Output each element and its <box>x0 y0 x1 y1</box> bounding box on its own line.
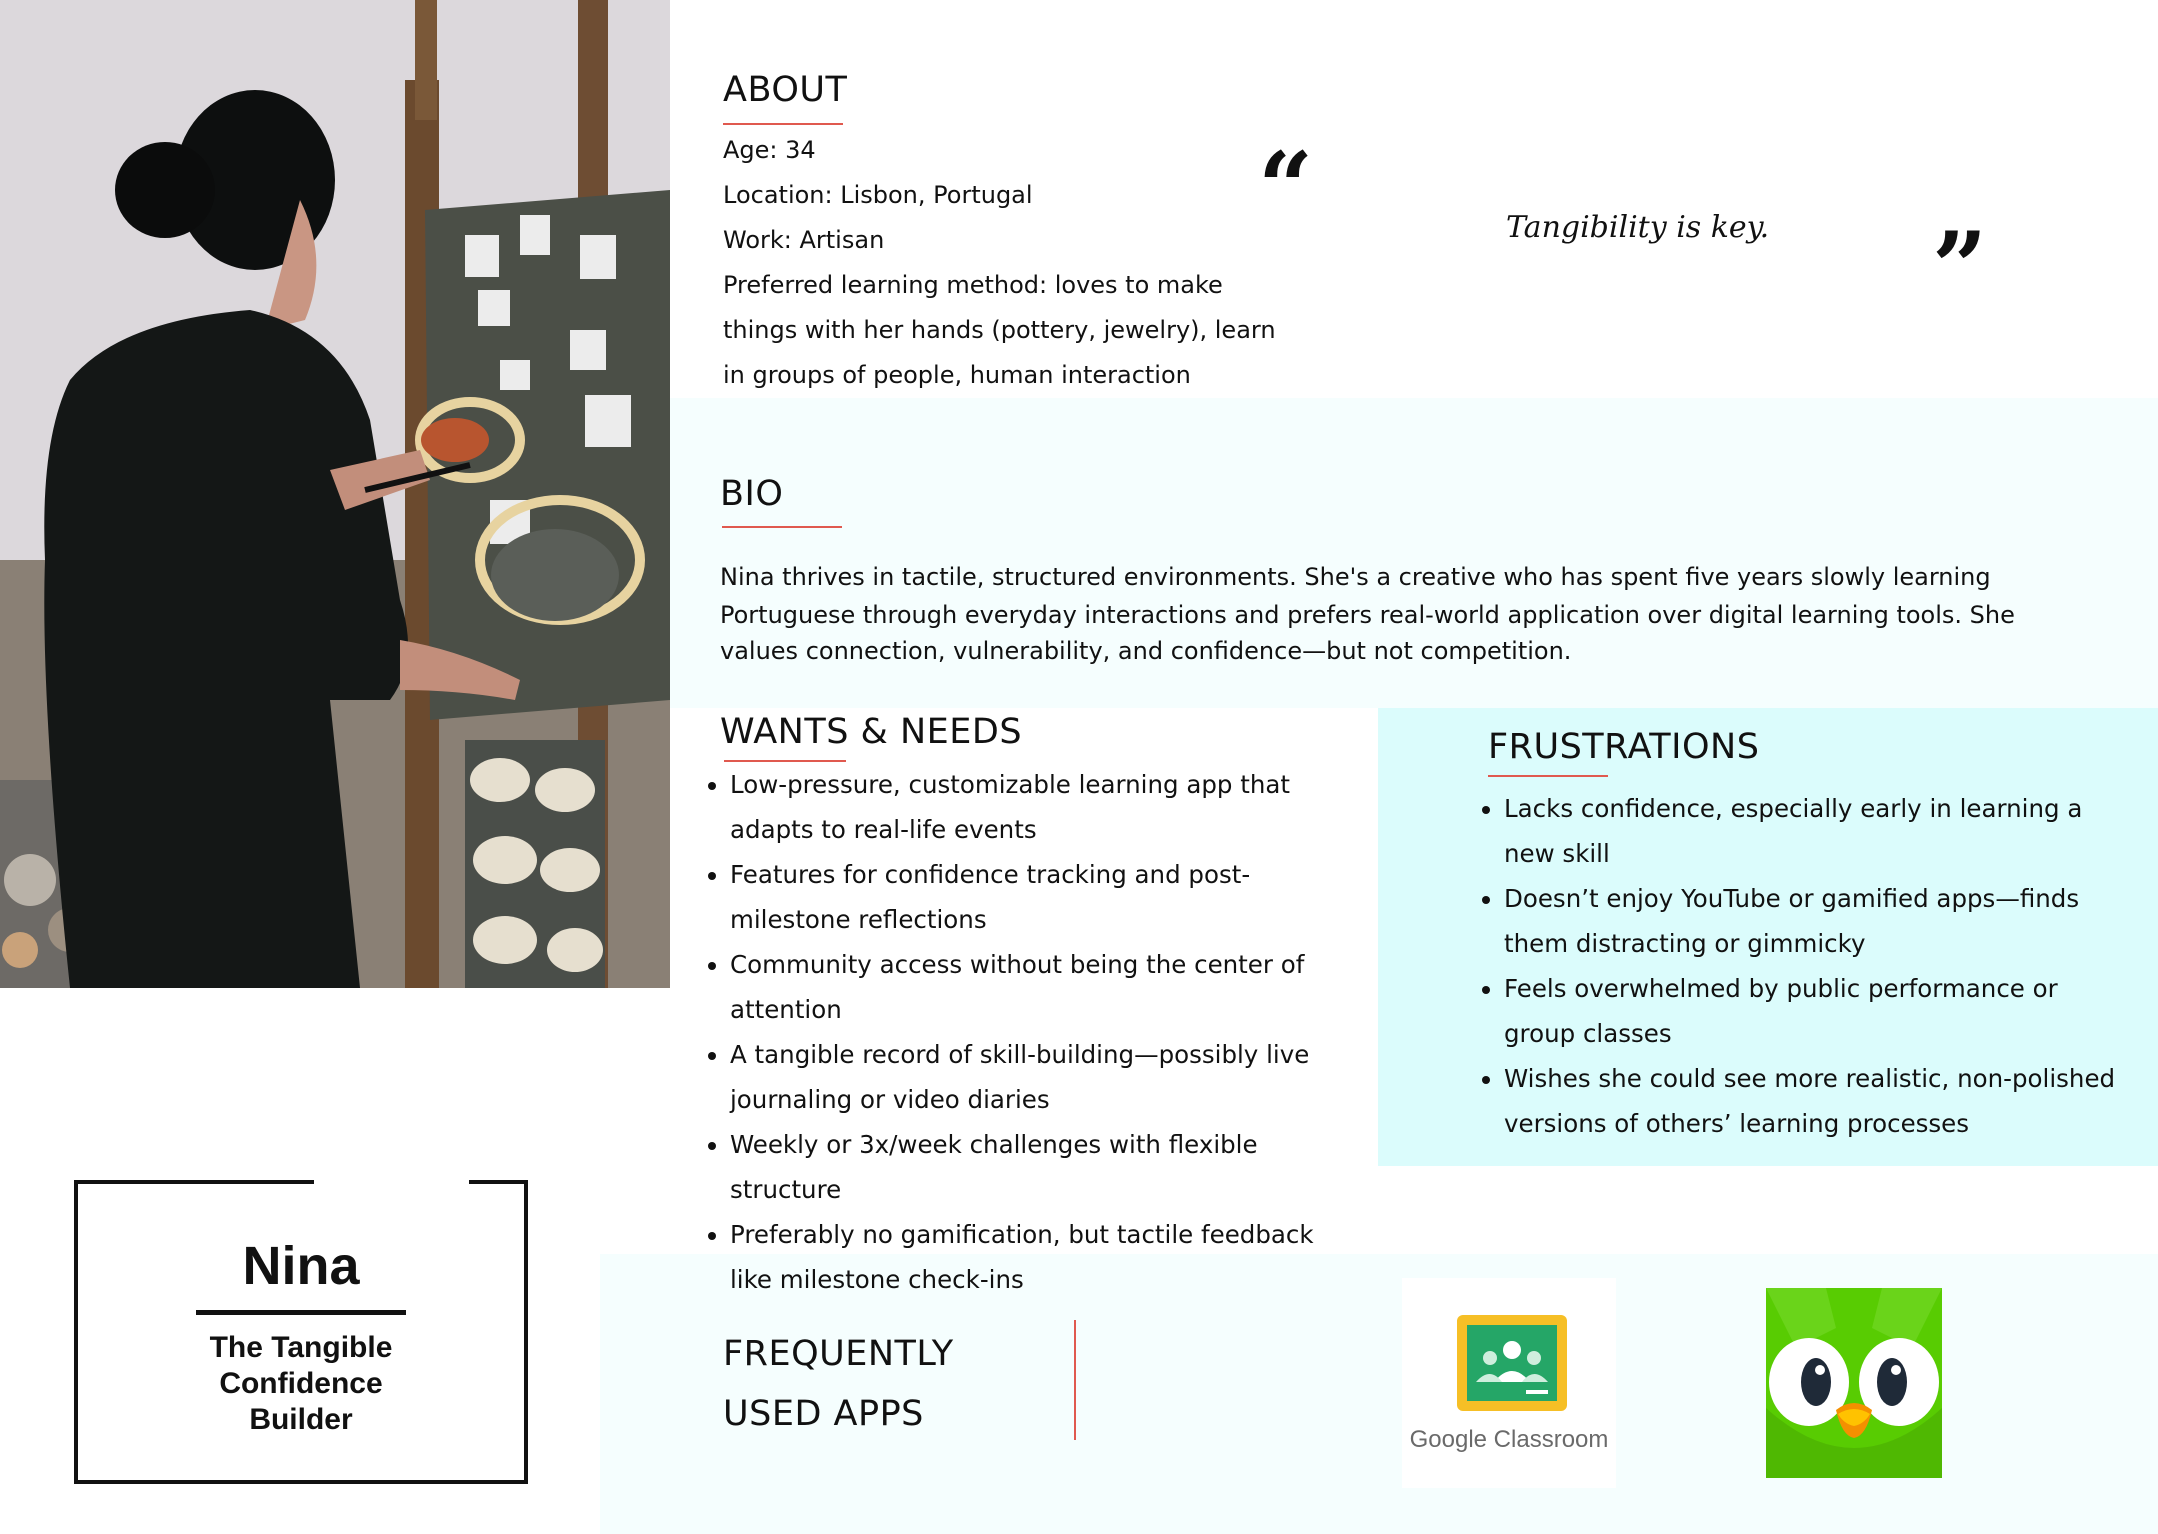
apps-title-line-1: FREQUENTLY <box>723 1334 954 1374</box>
wants-title: WANTS & NEEDS <box>720 712 1023 752</box>
about-age: Age: 34 <box>723 136 816 164</box>
bio-title-rule <box>722 526 842 528</box>
list-item: • Preferably no gamification, but tactile feedback like milestone check-ins <box>730 1212 1344 1302</box>
about-learning-line-2: things with her hands (pottery, jewelry), learn <box>723 316 1276 344</box>
apps-divider <box>1074 1320 1076 1440</box>
persona-name: Nina <box>242 1236 360 1296</box>
duolingo-owl-icon <box>1766 1288 1942 1478</box>
list-item: • Lacks confidence, especially early in learning a new skill <box>1504 786 2118 876</box>
list-item: • Doesn’t enjoy YouTube or gamified apps—finds them distracting or gimmicky <box>1504 876 2118 966</box>
list-item: • A tangible record of skill-building—possibly live journaling or video diaries <box>730 1032 1344 1122</box>
google-wordmark: Google <box>1409 1426 1488 1453</box>
apps-title-line-2: USED APPS <box>723 1394 924 1434</box>
persona-name-divider <box>196 1310 406 1315</box>
close-quote-icon: ” <box>1932 211 1988 324</box>
about-title: ABOUT <box>723 70 848 110</box>
bio-line-2: Portuguese through everyday interactions and prefers real-world application over digital learning tools. She <box>720 601 2015 629</box>
about-title-rule <box>723 123 843 125</box>
persona-subtitle-line-2: Confidence <box>219 1367 383 1400</box>
apps-title <box>723 1324 954 1444</box>
list-item: • Weekly or 3x/week challenges with flexible structure <box>730 1122 1344 1212</box>
bio-line-3: values connection, vulnerability, and confidence—but not competition. <box>720 637 1572 665</box>
list-item: • Community access without being the center of attention <box>730 942 1344 1032</box>
about-location: Location: Lisbon, Portugal <box>723 181 1033 209</box>
persona-name-card <box>74 1180 528 1484</box>
bio-title: BIO <box>720 474 784 514</box>
frustrations-title-rule <box>1488 775 1608 777</box>
list-item: • Features for confidence tracking and post-milestone reflections <box>730 852 1344 942</box>
about-work: Work: Artisan <box>723 226 885 254</box>
google-classroom-wordmark <box>1402 1426 1616 1454</box>
bio-line-1: Nina thrives in tactile, structured environments. She's a creative who has spent five years slowly learning <box>720 563 1991 591</box>
google-classroom-icon <box>1402 1278 1616 1428</box>
list-item: • Low-pressure, customizable learning app that adapts to real-life events <box>730 762 1344 852</box>
about-learning-line-3: in groups of people, human interaction <box>723 361 1191 389</box>
about-learning-line-1: Preferred learning method: loves to make <box>723 271 1223 299</box>
frustrations-list-container <box>1478 786 2118 1146</box>
list-item: • Feels overwhelmed by public performance or group classes <box>1504 966 2118 1056</box>
artist-painting-illustration <box>0 0 670 988</box>
duolingo-app[interactable] <box>1766 1288 1942 1478</box>
frustrations-title: FRUSTRATIONS <box>1488 727 1760 767</box>
classroom-wordmark: Classroom <box>1487 1426 1609 1453</box>
wants-list-container <box>704 762 1344 1302</box>
persona-subtitle-line-3: Builder <box>249 1403 353 1436</box>
open-quote-icon: “ <box>1258 131 1314 244</box>
list-item: • Wishes she could see more realistic, non-polished versions of others’ learning processes <box>1504 1056 2118 1146</box>
persona-subtitle-line-1: The Tangible <box>209 1331 393 1364</box>
frustrations-list <box>1478 786 2118 1146</box>
google-classroom-app[interactable] <box>1402 1278 1616 1488</box>
persona-quote: Tangibility is key. <box>1506 210 1770 245</box>
persona-subtitle <box>74 1330 528 1438</box>
wants-list <box>704 762 1344 1302</box>
persona-photo <box>0 0 670 988</box>
